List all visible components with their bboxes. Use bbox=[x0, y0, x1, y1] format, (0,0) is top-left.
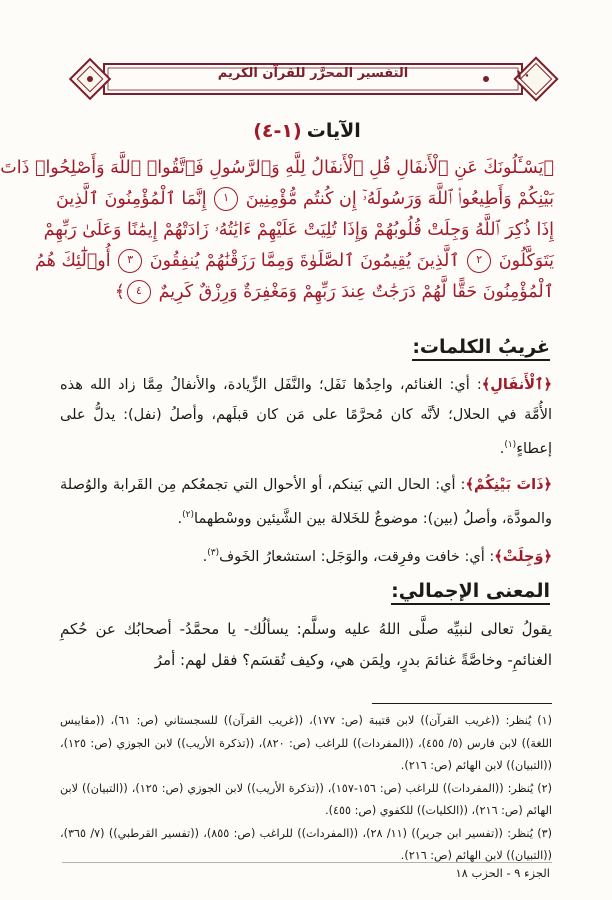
ayah-number-mark: ٢ bbox=[467, 249, 491, 273]
quran-line bbox=[0, 153, 554, 184]
maana-text: يقولُ تعالى لنبيِّه صلَّى اللهُ عليه وسلَّم: يسألُك- يا محمَّدُ- أصحابُك عن حُكمِ الغنائمِ- وخاصَّةً غنائمَ بدرٍ، ولِمَن هي، وكيف تُقسَم؟ فقل لهم: أمرُ bbox=[60, 620, 552, 669]
page-header bbox=[68, 56, 558, 102]
ayah-number-mark: ٣ bbox=[118, 249, 142, 273]
gharib-entry: ﴿ذَاتَ بَيْنِكُمْ﴾: أي: الحال التي بَينكم، أو الأحوال التي تجمعُكم مِن القَرابة والوُصلة والمودَّة، وأصلُ (بين): موضوعٌ للخَلالة بين الشَّيئين ووسْطهما$^{(٢)}$. bbox=[60, 477, 553, 527]
page bbox=[2, 0, 612, 900]
quran-text: ٱلَّذِينَ يُقِيمُونَ ٱلصَّلَوٰةَ وَمِمَّا رَزَقْنَٰهُمْ يُنفِقُونَ bbox=[149, 251, 460, 271]
footnote-ref: (١) bbox=[504, 440, 517, 450]
gharib-entry: ﴿ٱلْأَنفَالِ﴾: أي: الغنائم، واحِدُها نَفَل؛ والنَّفَل الزِّيادة، والأنفالُ مِمَّا زاد الله هذه الأُمَّة في الحلال؛ لأنَّه كان مُحرَّمًا على مَن كان قبلَهم، وأصلُ (نفل): يدلُّ على إعطاءٍ$^{(١)}$. bbox=[60, 377, 552, 457]
gharib-term: ﴿وَجِلَتْ﴾ bbox=[494, 548, 552, 565]
gharib-entry: ﴿وَجِلَتْ﴾: أي: خافت وفرِقت، والوَجَل: استشعارُ الخَوف$^{(٣)}$. bbox=[202, 548, 552, 565]
footnotes bbox=[60, 710, 552, 868]
quran-line bbox=[56, 184, 554, 215]
verses-heading bbox=[2, 120, 612, 142]
quran-line bbox=[64, 277, 554, 308]
quran-text: بَيْنِكُمْ وَأَطِيعُوا۟ ٱللَّهَ وَرَسُولَهُۥٓ إِن كُنتُم مُّؤْمِنِينَ bbox=[245, 189, 554, 209]
footer-divider bbox=[62, 862, 552, 863]
quran-line bbox=[35, 246, 554, 277]
quran-text: إِنَّمَا ٱلْمُؤْمِنُونَ ٱلَّذِينَ bbox=[56, 189, 207, 209]
gharib-term: ﴿ذَاتَ بَيْنِكُمْ﴾ bbox=[465, 477, 553, 493]
footnote-ref: (٣) bbox=[207, 548, 220, 558]
header-title: التفسير المحرَّر للقرآن الكريم bbox=[217, 66, 409, 81]
page-footer: الجزء ٩ - الحزب ١٨ bbox=[455, 866, 550, 880]
footnote-ref: (٢) bbox=[182, 510, 195, 520]
gharib-term: ﴿ٱلْأَنفَالِ﴾ bbox=[481, 377, 552, 393]
quran-text: أُو۟لَٰٓئِكَ هُمُ bbox=[35, 251, 111, 271]
gharib-definition: : أي: الغنائم، واحِدُها نَفَل؛ والنَّفَل الزِّيادة، والأنفالُ مِمَّا زاد الله هذه الأُمَّة في الحلال؛ لأنَّه كان مُحرَّمًا على مَن كان قبلَهم، وأصلُ (نفل): يدلُّ على إعطاءٍ bbox=[60, 377, 552, 457]
gharib-definition: : أي: خافت وفرِقت، والوَجَل: استشعارُ الخَوف bbox=[219, 548, 495, 565]
ayah-number-mark: ٤ bbox=[127, 280, 151, 304]
footnote: (٢) يُنظر: ((المفردات)) للراغب (ص: ١٥٦-١٥٧)، ((تذكرة الأريب)) لابن الجوزي (ص: ١٢٥)، ((التبيان)) لابن الهائم (ص: ٢١٦)، ((الكليات)) للكفوي (ص: ٤٥٥). bbox=[60, 781, 553, 817]
footnote-divider bbox=[372, 703, 552, 704]
gharib-heading: غريبُ الكلمات: bbox=[412, 336, 550, 361]
quran-text: يَتَوَكَّلُونَ bbox=[498, 251, 554, 271]
quran-closing-bracket: ﴾ bbox=[114, 282, 125, 302]
verses-heading-range: (١-٤) bbox=[253, 120, 302, 142]
quran-text: ﴿يَسْـَٔلُونَكَ عَنِ ٱلْأَنفَالِ قُلِ ٱلْأَنفَالُ لِلَّهِ وَٱلرَّسُولِ فَٱتَّقُوا۟ ٱللَّهَ وَأَصْلِحُوا۟ ذَاتَ bbox=[0, 158, 554, 178]
verses-heading-label: الآيات bbox=[306, 120, 361, 142]
page-number: ١٠ bbox=[515, 68, 531, 83]
ayah-number-mark: ١ bbox=[214, 187, 238, 211]
gharib-definition: : أي: الحال التي بَينكم، أو الأحوال التي تجمعُكم مِن القَرابة والوُصلة والمودَّة، وأصلُ (بين): موضوعٌ للخَلالة بين الشَّيئين ووسْطهما bbox=[60, 477, 552, 527]
footnote: (٣) يُنظر: ((تفسير ابن جرير)) (١١/ ٢٨)، ((المفردات)) للراغب (ص: ٨٥٥)، ((تفسير القرطبي)) (٧/ ٣٦٥)، ((التبيان)) لابن الهائم (ص: ٢١٦). bbox=[60, 826, 552, 862]
footnote: (١) يُنظر: ((غريب القرآن)) لابن قتيبة (ص: ١٧٧)، ((غريب القرآن)) للسجستاني (ص: ٦١)، ((مقاييس اللغة)) لابن فارس (٥/ ٤٥٥)، ((المفردات)) للراغب (ص: ٨٢٠)، ((تذكرة الأريب)) لابن الجوزي (ص: ١٢٥)، ((التبيان)) لابن الهائم (ص: ٢١٦). bbox=[60, 714, 553, 772]
quran-text: إِذَا ذُكِرَ ٱللَّهُ وَجِلَتْ قُلُوبُهُمْ وَإِذَا تُلِيَتْ عَلَيْهِمْ ءَايَٰتُهُۥ زَادَتْهُمْ إِيمَٰنًا وَعَلَىٰ رَبِّهِمْ bbox=[43, 220, 554, 240]
quran-verses bbox=[0, 153, 554, 308]
maana-heading: المعنى الإجمالي: bbox=[391, 580, 550, 605]
quran-line bbox=[43, 215, 554, 246]
quran-text: ٱلْمُؤْمِنُونَ حَقًّا لَّهُمْ دَرَجَٰتٌ عِندَ رَبِّهِمْ وَمَغْفِرَةٌ وَرِزْقٌ كَرِيمٌ bbox=[158, 282, 554, 302]
